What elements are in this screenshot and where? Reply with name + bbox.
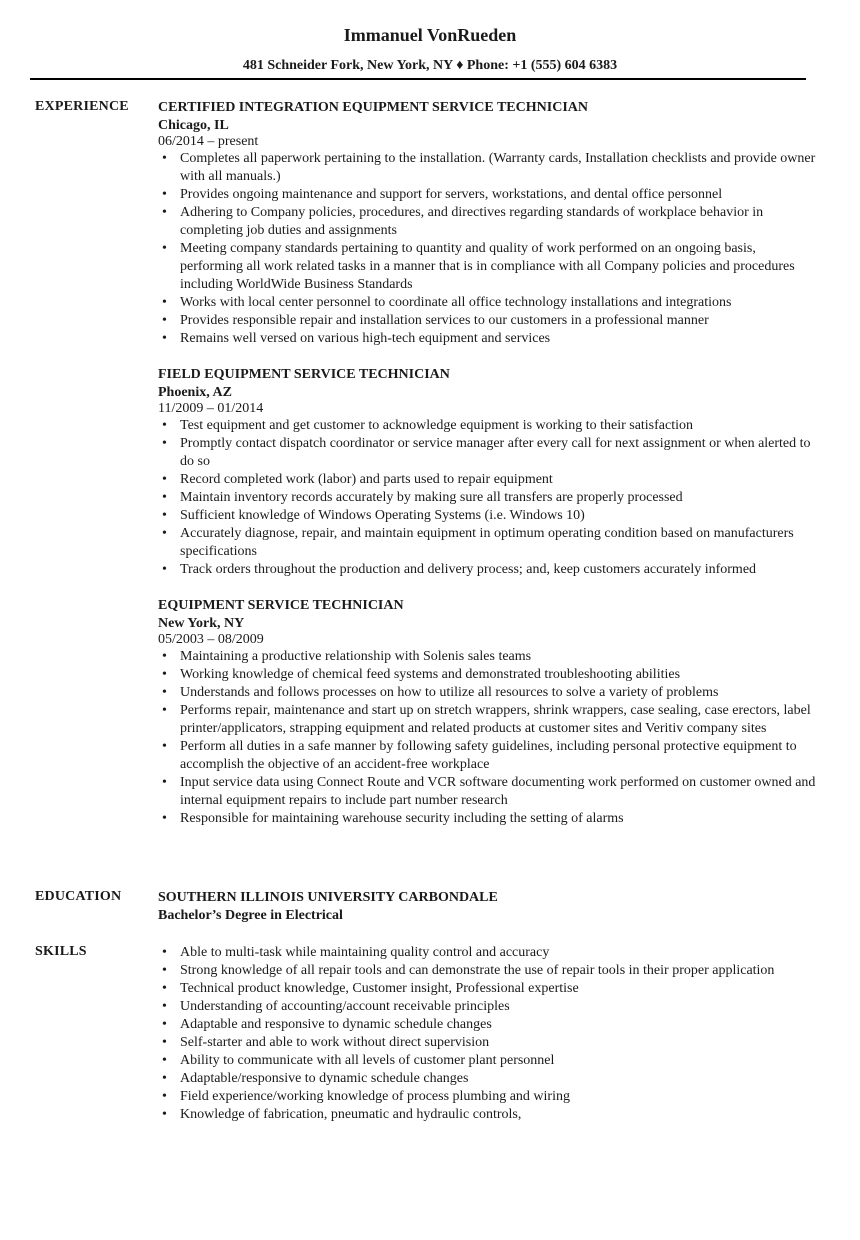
skill-item: • Strong knowledge of all repair tools and can demonstrate the use of repair tools in their proper application <box>158 962 818 980</box>
job-title: CERTIFIED INTEGRATION EQUIPMENT SERVICE TECHNICIAN <box>158 100 588 115</box>
skill-item: • Ability to communicate with all levels of customer plant personnel <box>158 1052 818 1070</box>
bullet-item: • Responsible for maintaining warehouse security including the setting of alarms <box>158 810 818 828</box>
skills-body <box>158 944 818 1124</box>
skill-item: • Understanding of accounting/account receivable principles <box>158 998 818 1016</box>
job-location: New York, NY <box>158 616 245 631</box>
job-dates: 05/2003 – 08/2009 <box>158 632 264 647</box>
bullet-item: • Promptly contact dispatch coordinator or service manager after every call for next assignment or when alerted to do so <box>158 435 818 471</box>
education-body <box>158 889 818 925</box>
skill-item: • Adaptable and responsive to dynamic schedule changes <box>158 1016 818 1034</box>
experience-body <box>158 99 818 846</box>
skill-item: • Adaptable/responsive to dynamic schedule changes <box>158 1070 818 1088</box>
bullet-item: • Track orders throughout the production and delivery process; and, keep customers accurately informed <box>158 561 818 579</box>
bullet-item: • Working knowledge of chemical feed systems and demonstrated troubleshooting abilities <box>158 666 818 684</box>
job-location: Phoenix, AZ <box>158 385 232 400</box>
skills-list <box>158 944 818 1124</box>
job-entry <box>158 597 818 828</box>
degree-name: Bachelor’s Degree in Electrical <box>158 908 343 923</box>
candidate-name: Immanuel VonRueden <box>343 25 517 45</box>
contact-line: 481 Schneider Fork, New York, NY ♦ Phone: +1 (555) 604 6383 <box>242 58 618 73</box>
job-bullets <box>158 417 818 579</box>
job-location: Chicago, IL <box>158 118 229 133</box>
bullet-item: • Meeting company standards pertaining to quantity and quality of work performed on an ongoing basis, performing all work related tasks in a manner that is in compliance with all Company policies and procedures including WorldWide Business Standards <box>158 240 818 294</box>
skill-item: • Technical product knowledge, Customer insight, Professional expertise <box>158 980 818 998</box>
bullet-item: • Understands and follows processes on how to utilize all resources to solve a variety of problems <box>158 684 818 702</box>
bullet-item: • Provides ongoing maintenance and support for servers, workstations, and dental office personnel <box>158 186 818 204</box>
bullet-item: • Performs repair, maintenance and start up on stretch wrappers, shrink wrappers, case sealing, case erectors, label printer/applicators, strapping equipment and related products at customer sites and Veritiv company sites <box>158 702 818 738</box>
job-entry <box>158 366 818 579</box>
bullet-item: • Remains well versed on various high-tech equipment and services <box>158 330 818 348</box>
job-title: FIELD EQUIPMENT SERVICE TECHNICIAN <box>158 367 450 382</box>
section-label-education: EDUCATION <box>35 889 122 904</box>
bullet-item: • Accurately diagnose, repair, and maintain equipment in optimum operating condition based on manufacturers specifications <box>158 525 818 561</box>
bullet-item: • Perform all duties in a safe manner by following safety guidelines, including personal protective equipment to accomplish the objective of an accident-free workplace <box>158 738 818 774</box>
bullet-item: • Input service data using Connect Route and VCR software documenting work performed on customer owned and internal equipment repairs to include part number research <box>158 774 818 810</box>
skill-item: • Knowledge of fabrication, pneumatic and hydraulic controls, <box>158 1106 818 1124</box>
school-name: SOUTHERN ILLINOIS UNIVERSITY CARBONDALE <box>158 890 498 905</box>
bullet-item: • Provides responsible repair and installation services to our customers in a professional manner <box>158 312 818 330</box>
job-bullets <box>158 150 818 348</box>
bullet-item: • Sufficient knowledge of Windows Operating Systems (i.e. Windows 10) <box>158 507 818 525</box>
skill-item: • Able to multi-task while maintaining quality control and accuracy <box>158 944 818 962</box>
bullet-item: • Completes all paperwork pertaining to the installation. (Warranty cards, Installation checklists and provide owner with all manuals.) <box>158 150 818 186</box>
bullet-item: • Test equipment and get customer to acknowledge equipment is working to their satisfaction <box>158 417 818 435</box>
bullet-item: • Works with local center personnel to coordinate all office technology installations and integrations <box>158 294 818 312</box>
job-dates: 06/2014 – present <box>158 134 259 149</box>
skill-item: • Field experience/working knowledge of process plumbing and wiring <box>158 1088 818 1106</box>
section-label-experience: EXPERIENCE <box>35 99 129 114</box>
job-title: EQUIPMENT SERVICE TECHNICIAN <box>158 598 404 613</box>
bullet-item: • Maintaining a productive relationship with Solenis sales teams <box>158 648 818 666</box>
bullet-item: • Record completed work (labor) and parts used to repair equipment <box>158 471 818 489</box>
section-label-skills: SKILLS <box>35 944 87 959</box>
job-dates: 11/2009 – 01/2014 <box>158 401 264 416</box>
skill-item: • Self-starter and able to work without direct supervision <box>158 1034 818 1052</box>
bullet-item: • Maintain inventory records accurately by making sure all transfers are properly processed <box>158 489 818 507</box>
job-entry <box>158 99 818 348</box>
job-bullets <box>158 648 818 828</box>
header-divider <box>30 78 806 80</box>
bullet-item: • Adhering to Company policies, procedures, and directives regarding standards of workplace behavior in completing job duties and assignments <box>158 204 818 240</box>
